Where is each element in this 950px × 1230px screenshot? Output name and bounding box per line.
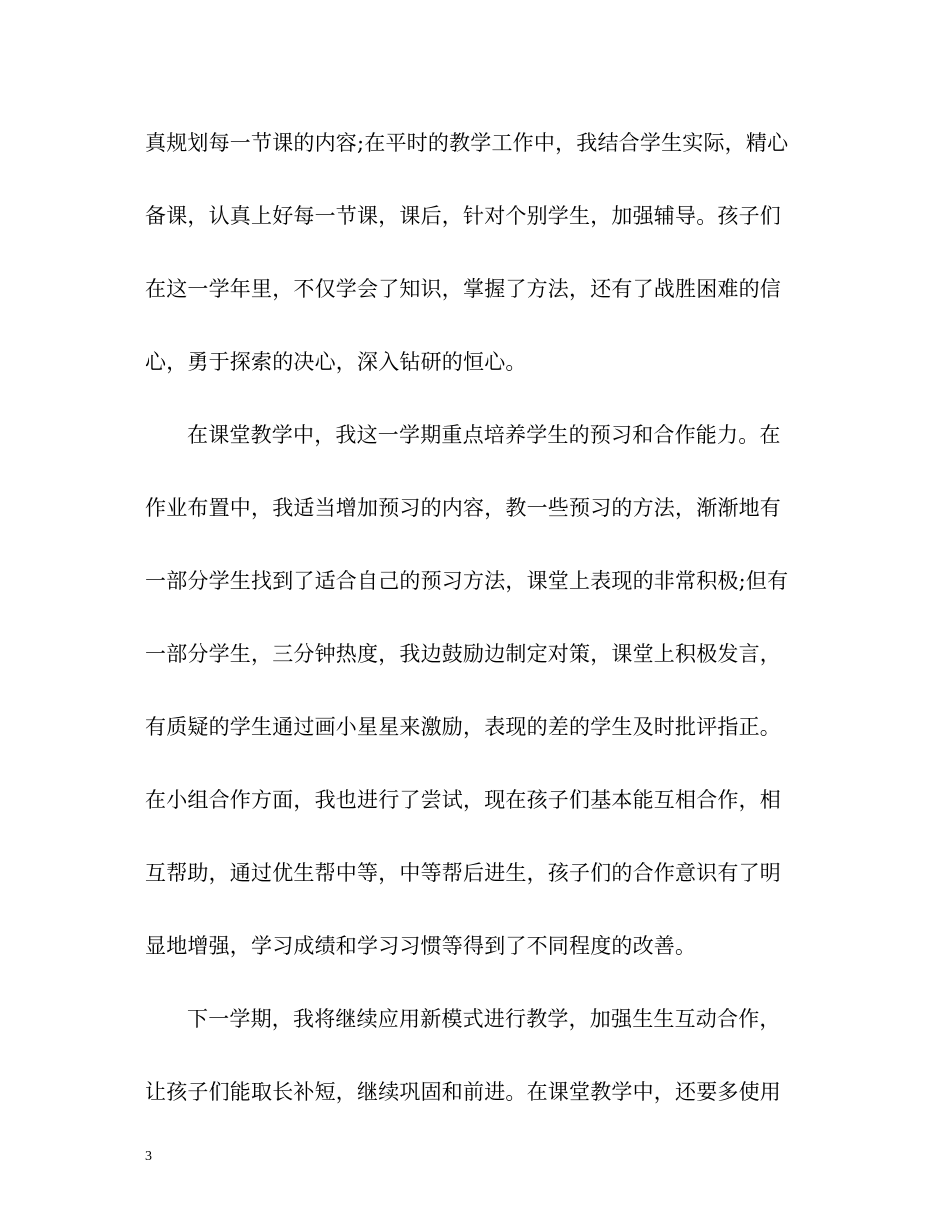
text-line-14: 让孩子们能取长补短，继续巩固和前进。在课堂教学中，还要多使用 — [145, 1080, 781, 1104]
text-line-2: 备课，认真上好每一节课，课后，针对个别学生，加强辅导。孩子们 — [145, 204, 781, 228]
text-line-4: 心，勇于探索的决心，深入钻研的恒心。 — [145, 350, 527, 374]
text-line-3: 在这一学年里，不仅学会了知识，掌握了方法，还有了战胜困难的信 — [145, 277, 781, 301]
text-line-9: 有质疑的学生通过画小星星来激励，表现的差的学生及时批评指正。 — [145, 715, 781, 739]
page-number: 3 — [145, 1149, 152, 1164]
text-line-12: 显地增强，学习成绩和学习习惯等得到了不同程度的改善。 — [145, 934, 697, 958]
text-line-11: 互帮助，通过优生帮中等，中等帮后进生，孩子们的合作意识有了明 — [145, 861, 781, 885]
text-line-13: 下一学期，我将继续应用新模式进行教学，加强生生互动合作， — [187, 1007, 781, 1031]
text-line-7: 一部分学生找到了适合自己的预习方法，课堂上表现的非常积极;但有 — [145, 569, 789, 593]
text-line-5: 在课堂教学中，我这一学期重点培养学生的预习和合作能力。在 — [187, 423, 781, 447]
text-line-6: 作业布置中，我适当增加预习的内容，教一些预习的方法，渐渐地有 — [145, 496, 781, 520]
text-line-1: 真规划每一节课的内容;在平时的教学工作中，我结合学生实际，精心 — [145, 131, 789, 155]
text-line-8: 一部分学生，三分钟热度，我边鼓励边制定对策，课堂上积极发言， — [145, 642, 781, 666]
text-line-10: 在小组合作方面，我也进行了尝试，现在孩子们基本能互相合作，相 — [145, 788, 781, 812]
